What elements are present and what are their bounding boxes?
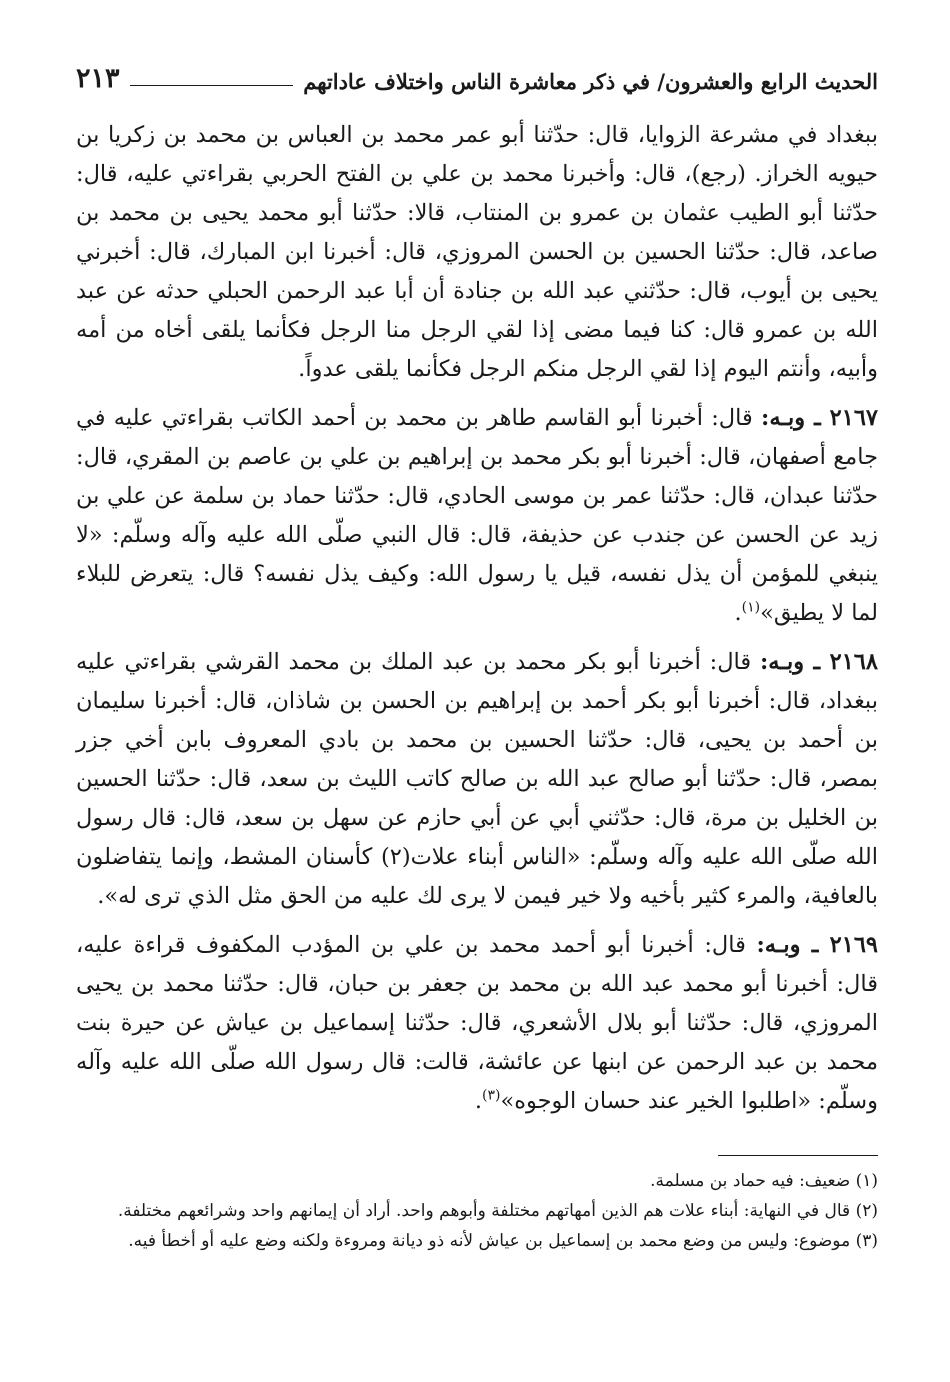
footnotes xyxy=(76,1168,878,1255)
hadith-2167: ٢١٦٧ ـ وبـه: قال: أخبرنا أبو القاسم طاهر بن محمد بن أحمد الكاتب بقراءتي عليه في جامع أصفهان، قال: أخبرنا أبو بكر محمد بن إبراهيم بن علي بن عاصم بن المقري، قال: حدّثنا عبدان، قال: حدّثنا عمر بن موسى الحادي، قال: حدّثنا حماد بن سلمة عن علي بن زيد عن الحسن عن جندب عن حذيفة، قال: قال النبي صلّى الله عليه وآله وسلّم: «لا ينبغي للمؤمن أن يذل نفسه، قيل يا رسول الله: وكيف يذل نفسه؟ قال: يتعرض للبلاء لما لا يطيق»$^{(١)}$. xyxy=(76,405,878,626)
running-header xyxy=(76,62,878,94)
paragraph-continuation xyxy=(76,116,878,389)
header-title: الحديث الرابع والعشرون/ في ذكر معاشرة الناس واختلاف عاداتهم xyxy=(303,69,878,94)
paragraph-text: قال: أخبرنا أبو أحمد محمد بن علي بن المؤدب المكفوف قراءة عليه، قال: أخبرنا أبو محمد عبد الله بن محمد بن جعفر بن حبان، قال: حدّثنا محمد بن يحيى المروزي، قال: حدّثنا أبو بلال الأشعري، قال: حدّثنا إسماعيل بن عياش عن حيرة بنت محمد بن عبد الرحمن عن ابنها عن عائشة، قالت: قال رسول الله صلّى الله عليه وآله وسلّم: «اطلبوا الخير عند حسان الوجوه» xyxy=(76,932,878,1114)
paragraph-text: قال: أخبرنا أبو القاسم طاهر بن محمد بن أحمد الكاتب بقراءتي عليه في جامع أصفهان، قال: أخبرنا أبو بكر محمد بن إبراهيم بن علي بن عاصم بن المقري، قال: حدّثنا عبدان، قال: حدّثنا عمر بن موسى الحادي، قال: حدّثنا حماد بن سلمة عن علي بن زيد عن الحسن عن جندب عن حذيفة، قال: قال النبي صلّى الله عليه وآله وسلّم: «لا ينبغي للمؤمن أن يذل نفسه، قيل يا رسول الله: وكيف يذل نفسه؟ قال: يتعرض للبلاء لما لا يطيق» xyxy=(76,405,878,626)
hadith-number: ٢١٦٧ ـ وبـه: xyxy=(761,405,878,431)
header-rule xyxy=(130,85,294,86)
hadith-number: ٢١٦٩ ـ وبـه: xyxy=(756,932,878,958)
footnote-ref: (١) xyxy=(741,599,761,616)
footnote-divider xyxy=(718,1155,878,1156)
main-text xyxy=(76,116,878,1121)
paragraph-text: ببغداد في مشرعة الزوايا، قال: حدّثنا أبو عمر محمد بن العباس بن محمد بن زكريا بن حيويه الخراز. (رجع)، قال: وأخبرنا محمد بن علي بن الفتح الحربي بقراءتي عليه، قال: حدّثنا أبو الطيب عثمان بن عمرو بن المنتاب، قالا: حدّثنا أبو محمد يحيى بن محمد بن صاعد، قال: حدّثنا الحسين بن الحسن المروزي، قال: أخبرنا ابن المبارك، قال: أخبرني يحيى بن أيوب، قال: حدّثني عبد الله بن جنادة أن أبا عبد الرحمن الحبلي حدثه عن عبد الله بن عمرو قال: كنا فيما مضى إذا لقي الرجل منا الرجل فكأنما يلقى أخاه من أمه وأبيه، وأنتم اليوم إذا لقي الرجل منكم الرجل فكأنما يلقى عدواً. xyxy=(76,122,878,382)
hadith-2168 xyxy=(76,643,878,916)
footnote-2: (٢) قال في النهاية: أبناء علات هم الذين أمهاتهم مختلفة وأبوهم واحد. أراد أن إيمانهم واحد وشرائعهم مختلفة. xyxy=(117,1201,878,1221)
hadith-number: ٢١٦٨ ـ وبـه: xyxy=(759,649,878,675)
hadith-2169: ٢١٦٩ ـ وبـه: قال: أخبرنا أبو أحمد محمد بن علي بن المؤدب المكفوف قراءة عليه، قال: أخبرنا أبو محمد عبد الله بن محمد بن جعفر بن حبان، قال: حدّثنا محمد بن يحيى المروزي، قال: حدّثنا أبو بلال الأشعري، قال: حدّثنا إسماعيل بن عياش عن حيرة بنت محمد بن عبد الرحمن عن ابنها عن عائشة، قالت: قال رسول الله صلّى الله عليه وآله وسلّم: «اطلبوا الخير عند حسان الوجوه»$^{(٣)}$. xyxy=(76,932,878,1114)
footnote-ref: (٣) xyxy=(481,1087,501,1104)
footnote-3: (٣) موضوع: وليس من وضع محمد بن إسماعيل بن عياش لأنه ذو ديانة ومروءة ولكنه وضع عليه أو أخطأ فيه. xyxy=(128,1231,878,1251)
footnote-1: (١) ضعيف: فيه حماد بن مسلمة. xyxy=(650,1171,878,1191)
page-number: ٢١٣ xyxy=(76,63,120,94)
paragraph-text: قال: أخبرنا أبو بكر محمد بن عبد الملك بن محمد القرشي بقراءتي عليه ببغداد، قال: أخبرنا أبو بكر أحمد بن إبراهيم بن الحسن بن شاذان، قال: أخبرنا سليمان بن أحمد بن يحيى، قال: حدّثنا الحسين بن محمد بن بادي المعروف بابن أخي جزر بمصر، قال: حدّثنا أبو صالح عبد الله بن صالح كاتب الليث بن سعد، قال: حدّثنا الحسين بن الخليل بن مرة، قال: حدّثني أبي عن أبي حازم عن سهل بن سعد، قال: قال رسول الله صلّى الله عليه وآله وسلّم: «الناس أبناء علات(٢) كأسنان المشط، وإنما يتفاضلون بالعافية، والمرء كثير بأخيه ولا خير فيمن لا يرى لك عليه من الحق مثل الذي ترى له». xyxy=(76,649,878,909)
